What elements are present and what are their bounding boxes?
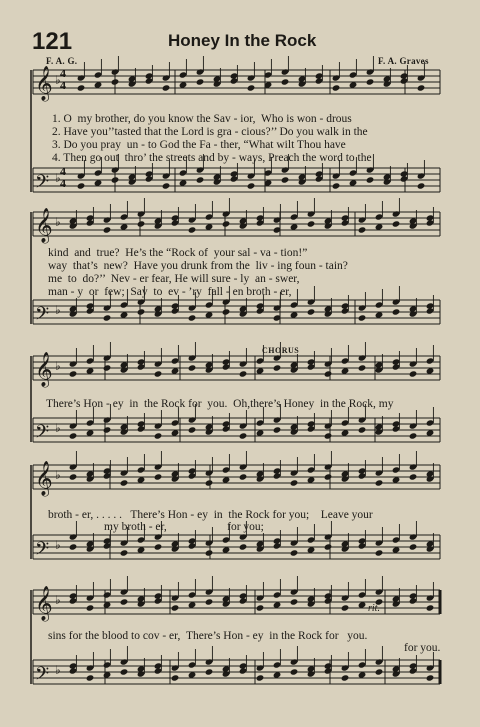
note-head (137, 220, 146, 227)
flat-icon: ♭ (55, 303, 61, 317)
treble-clef-icon: 𝄞 (35, 66, 53, 101)
ritardando-mark: rit. (368, 603, 380, 614)
words-credit: F. A. G. (46, 56, 78, 66)
note-head (290, 598, 299, 605)
note-head (358, 426, 367, 433)
note-head (358, 314, 367, 321)
note-head (171, 674, 180, 681)
note-head (409, 473, 418, 480)
note-head (417, 84, 426, 91)
note-head (103, 364, 112, 371)
flat-icon: ♭ (55, 593, 61, 607)
note-head (103, 426, 112, 433)
chorus-line-1: There’s Hon - ey in the Rock for you. Oh,there’s Honey in the Rock, my (46, 398, 394, 410)
note-head (222, 220, 231, 227)
note-head (205, 479, 214, 486)
flat-icon: ♭ (55, 359, 61, 373)
note-head (154, 473, 163, 480)
note-head (290, 668, 299, 675)
note-head (239, 543, 248, 550)
note-head (222, 308, 231, 315)
note-head (332, 84, 341, 91)
note-head (120, 598, 129, 605)
hymn-number: 121 (32, 28, 73, 55)
note-head (324, 432, 333, 439)
note-head (324, 543, 333, 550)
note-head (426, 604, 435, 611)
note-head (162, 182, 171, 189)
note-head (154, 432, 163, 439)
verse-2-line-2: way that’s new? Have you drunk from the liv - ing foun - tain? (48, 260, 348, 272)
note-head (205, 668, 214, 675)
note-head (273, 426, 282, 433)
flat-icon: ♭ (55, 421, 61, 435)
note-head (426, 674, 435, 681)
chorus-line-3-alto: for you. (404, 642, 441, 654)
note-head (392, 220, 401, 227)
verse-3-line-1: 3. Do you pray un - to God the Fa - ther, “What wilt Thou have (52, 139, 346, 151)
bass-clef-icon: 𝄢 (35, 664, 50, 689)
note-head (247, 182, 256, 189)
bass-clef-icon: 𝄢 (35, 539, 50, 564)
note-head (120, 479, 129, 486)
flat-icon: ♭ (55, 663, 61, 677)
note-head (358, 226, 367, 233)
note-head (205, 598, 214, 605)
note-head (366, 176, 375, 183)
note-head (69, 473, 78, 480)
note-head (137, 308, 146, 315)
note-head (103, 226, 112, 233)
note-head (196, 78, 205, 85)
note-head (239, 370, 248, 377)
note-head (86, 674, 95, 681)
bass-clef-icon: 𝄢 (35, 172, 50, 197)
hymn-title: Honey In the Rock (168, 31, 317, 50)
flat-icon: ♭ (55, 171, 61, 185)
note-head (358, 364, 367, 371)
note-head (103, 314, 112, 321)
note-head (239, 473, 248, 480)
note-head (188, 364, 197, 371)
chorus-line-2-alto: my broth - er, for you; (104, 521, 264, 533)
treble-clef-icon: 𝄞 (35, 461, 53, 496)
note-head (120, 549, 129, 556)
note-head (332, 182, 341, 189)
note-head (188, 426, 197, 433)
verse-1-line-2: kind and true? He’s the “Rock of your sal - va - tion!” (48, 247, 308, 259)
note-head (324, 473, 333, 480)
flat-icon: ♭ (55, 73, 61, 87)
note-head (307, 308, 316, 315)
flat-icon: ♭ (55, 538, 61, 552)
bass-clef-icon: 𝄢 (35, 422, 50, 447)
note-head (273, 364, 282, 371)
note-head (205, 549, 214, 556)
note-head (375, 479, 384, 486)
note-head (77, 182, 86, 189)
note-head (409, 432, 418, 439)
note-head (366, 78, 375, 85)
note-head (188, 226, 197, 233)
note-head (111, 176, 120, 183)
note-head (409, 543, 418, 550)
note-head (307, 220, 316, 227)
note-head (375, 549, 384, 556)
time-signature: 4 (60, 66, 66, 80)
note-head (196, 176, 205, 183)
note-head (281, 78, 290, 85)
note-head (392, 308, 401, 315)
time-signature: 4 (60, 176, 66, 190)
note-head (111, 78, 120, 85)
note-head (120, 668, 129, 675)
treble-clef-icon: 𝄞 (35, 208, 53, 243)
note-head (69, 370, 78, 377)
note-head (247, 84, 256, 91)
note-head (324, 370, 333, 377)
note-head (409, 370, 418, 377)
note-head (341, 674, 350, 681)
note-head (154, 543, 163, 550)
note-head (77, 84, 86, 91)
verse-3-line-2: me to do?’’ Nev - er fear, He will sure - ly an - swer, (48, 273, 300, 285)
time-signature: 4 (60, 164, 66, 178)
treble-clef-icon: 𝄞 (35, 586, 53, 621)
treble-clef-icon: 𝄞 (35, 352, 53, 387)
verse-2-line-1: 2. Have you’’tasted that the Lord is gra - cious?’’ Do you walk in the (52, 126, 368, 138)
chorus-line-2: broth - er, . . . . . There’s Hon - ey in the Rock for you; Leave your (48, 509, 373, 521)
verse-4-line-2: man - y or few; Say to ev - ’ry fall - en broth - er, (48, 286, 292, 298)
chorus-line-3: sins for the blood to cov - er, There’s Hon - ey in the Rock for you. (48, 630, 368, 642)
note-head (162, 84, 171, 91)
bass-clef-icon: 𝄢 (35, 304, 50, 329)
note-head (256, 604, 265, 611)
note-head (256, 674, 265, 681)
note-head (171, 604, 180, 611)
note-head (417, 182, 426, 189)
note-head (375, 668, 384, 675)
verse-4-line-1: 4. Then go out thro’ the streets and by - ways, Preach the word to the (52, 152, 372, 164)
flat-icon: ♭ (55, 468, 61, 482)
flat-icon: ♭ (55, 215, 61, 229)
note-head (290, 479, 299, 486)
note-head (239, 432, 248, 439)
note-head (281, 176, 290, 183)
note-head (290, 549, 299, 556)
note-head (154, 370, 163, 377)
note-head (188, 314, 197, 321)
note-head (86, 604, 95, 611)
note-head (69, 543, 78, 550)
note-head (341, 604, 350, 611)
music-credit: F. A. Graves (378, 56, 429, 66)
verse-1-line-1: 1. O my brother, do you know the Sav - ior, Who is won - drous (52, 113, 352, 125)
time-signature: 4 (60, 78, 66, 92)
chorus-label: CHORUS (262, 346, 300, 355)
note-head (69, 432, 78, 439)
